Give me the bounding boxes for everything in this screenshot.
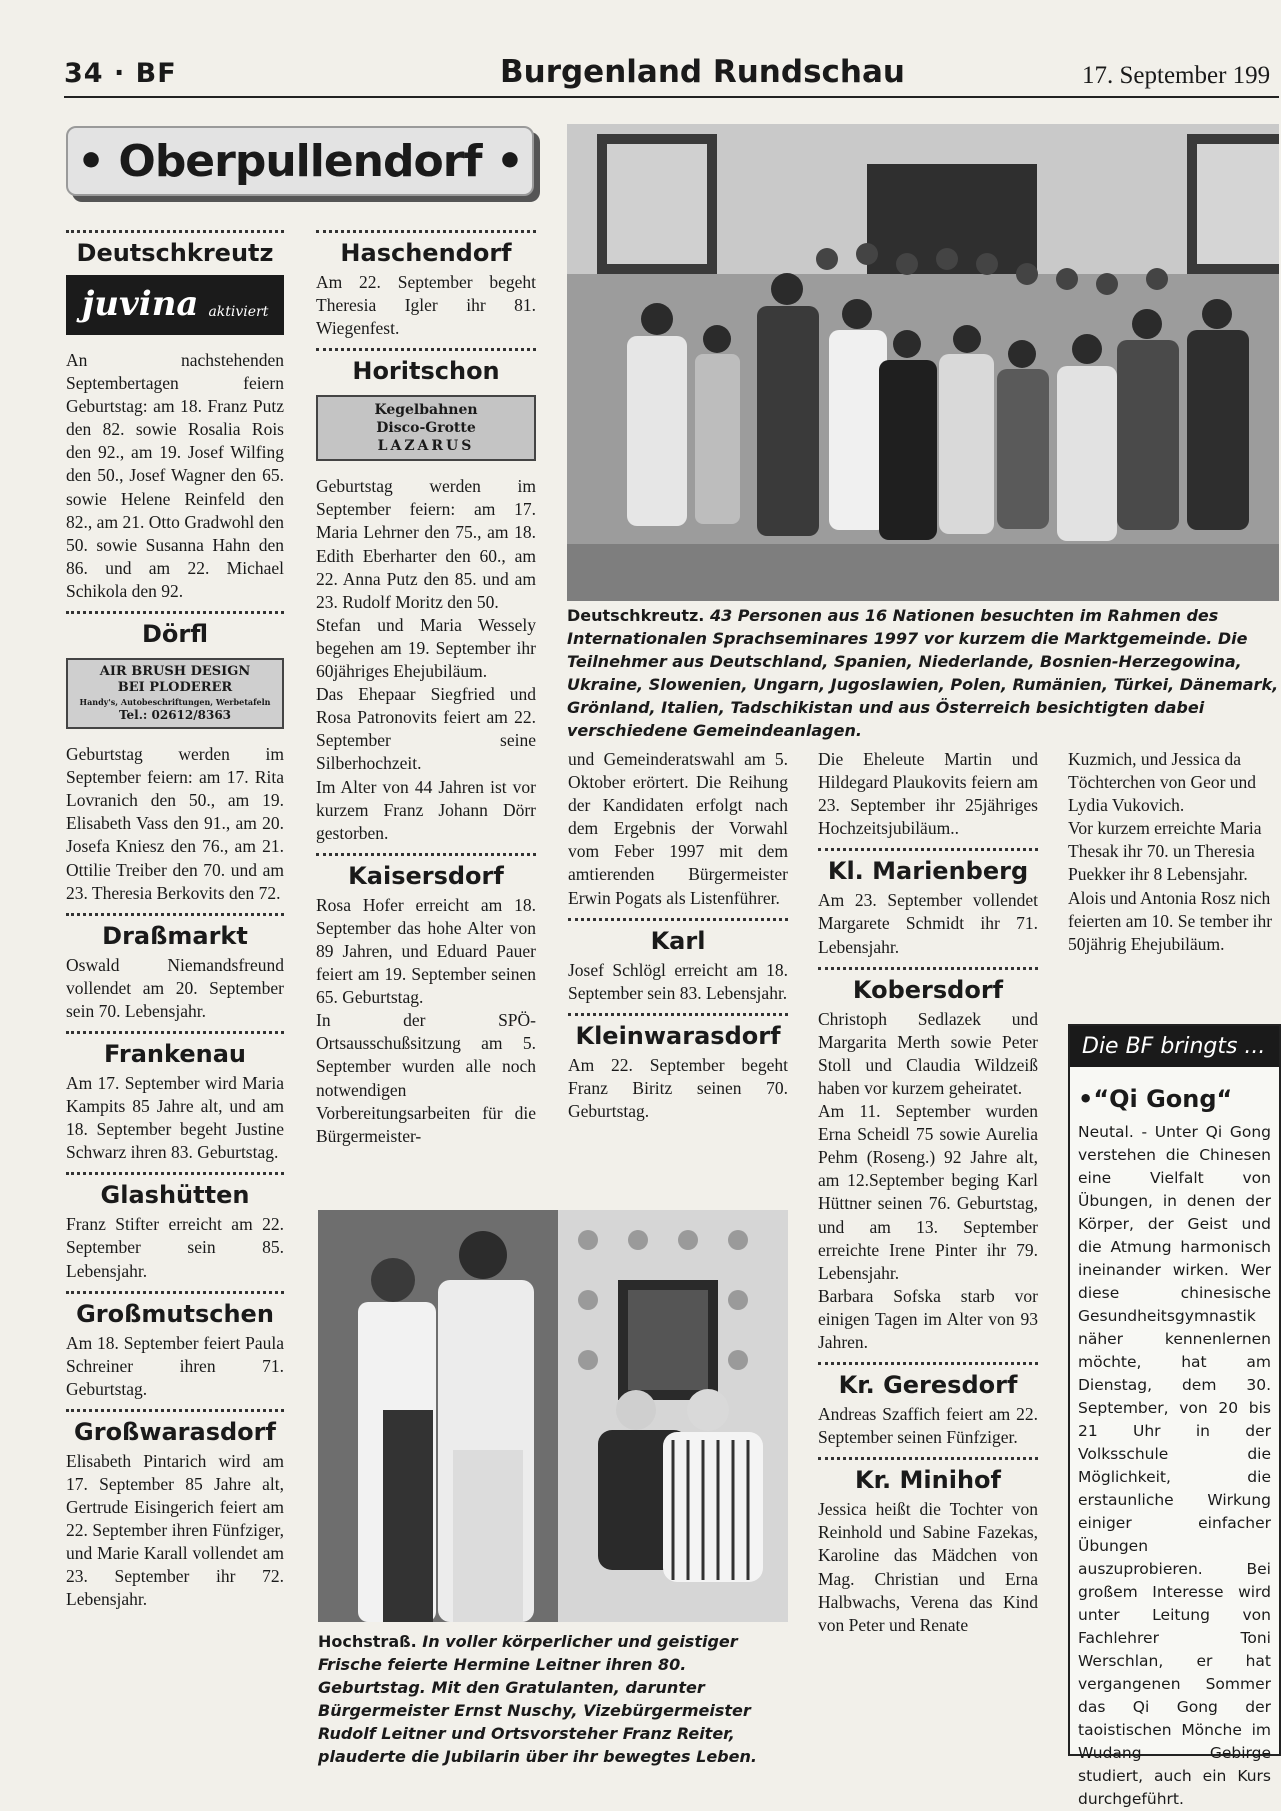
bf-box-header: Die BF bringts ... <box>1070 1026 1279 1067</box>
caption-lead: Hochstraß. <box>318 1632 417 1651</box>
publication-title: Burgenland Rundschau <box>500 54 905 90</box>
article-text: An nachstehenden Septembertagen feiern Geburtstag: am 18. Franz Putz den 82. sowie Rosalia Rois den 92., am 19. Josef Wilfing den 50., Josef Wagner den 65. sowie Helene Reinfeld den 82., am 21. Otto Gradwohl den 50. sowie Susanna Hahn den 86. und am 22. Michael Schikola den 92. <box>66 350 284 601</box>
heading-karl: Karl <box>650 926 706 955</box>
article-text: Die Eheleute Martin und Hildegard Plaukovits feiern am 23. September ihr 25jähriges Hochzeitsjubiläum.. <box>818 749 1038 839</box>
column-5 <box>1068 748 1279 1018</box>
divider <box>66 1031 284 1034</box>
caption-text: 43 Personen aus 16 Nationen besuchten im Rahmen des Internationalen Sprachseminares 1997 vor kurzem die Marktgemeinde. Die Teilnehmer aus Deutschland, Spanien, Niederlande, Bosnien-Herzegowina, Ukraine, Slowenien, Ungarn, Jugoslawien, Polen, Rumänien, Türkei, Dänemark, Grönland, Italien, Tadschikistan und aus Österreich besichtigten dabei verschiedene Gemeindeanlagen. <box>567 606 1279 740</box>
divider <box>316 348 536 351</box>
divider <box>316 853 536 856</box>
article-text: Das Ehepaar Siegfried und Rosa Patronovits feiert am 22. September seine Silberhochzeit. <box>316 684 536 774</box>
ad-kegelbahnen-line: Kegelbahnen <box>374 402 478 419</box>
ad-airbrush-line: BEI PLODERER <box>117 680 233 696</box>
divider <box>66 1409 284 1412</box>
column-3 <box>568 748 788 1123</box>
divider <box>66 1291 284 1294</box>
heading-kl-marienberg: Kl. Marienberg <box>827 857 1029 886</box>
page-number: 34 · BF <box>64 58 177 89</box>
issue-date: 17. September 199 <box>1082 62 1271 89</box>
ad-juvina-title: juvina <box>82 284 199 325</box>
article-text: Kuzmich, und Jessica da Töchterchen von Geor und Lydia Vukovich. <box>1068 749 1257 816</box>
article-text: Am 23. September vollendet Margarete Schmidt ihr 71. Lebensjahr. <box>818 890 1038 957</box>
heading-kr-minihof: Kr. Minihof <box>855 1466 1001 1495</box>
article-text: Am 17. September wird Maria Kampits 85 Jahre alt, und am 18. September begeht Justine Schwarz ihren 83. Geburtstag. <box>66 1072 284 1163</box>
divider <box>66 611 284 614</box>
article-text: Am 18. September feiert Paula Schreiner ihren 71. Geburtstag. <box>66 1332 284 1399</box>
heading-haschendorf: Haschendorf <box>340 239 512 267</box>
column-4 <box>818 748 1038 1637</box>
birthday-photo-caption <box>318 1630 788 1768</box>
ad-airbrush-phone: Tel.: 02612/8363 <box>118 708 232 723</box>
article-text: Am 22. September begeht Franz Biritz seinen 70. Geburtstag. <box>568 1054 788 1122</box>
header-rule <box>64 96 1279 98</box>
article-text: Barbara Sofska starb vor einigen Tagen im Alter von 93 Jahren. <box>818 1285 1038 1352</box>
article-text: Geburtstag werden im September feiern: am 17. Maria Lehrner den 75., am 18. Edith Eberharter den 60., am 22. Anna Putz den 85. und am 23. Rudolf Moritz den 50. <box>316 476 536 612</box>
article-text: Im Alter von 44 Jahren ist vor kurzem Franz Johann Dörr gestorben. <box>316 776 536 843</box>
heading-grossmutschen: Großmutschen <box>76 1299 274 1328</box>
bf-bringts-box <box>1068 1024 1281 1808</box>
heading-deutschkreutz: Deutschkreutz <box>76 239 274 267</box>
article-text: und Gemeinderatswahl am 5. Oktober erörtert. Die Reihung der Kandidaten erfolgt nach dem Ergebnis der Vorwahl vom Feber 1997 mit dem amtierenden Bürgermeister Erwin Pogats als Listenführer. <box>568 749 788 908</box>
article-text: Franz Stifter erreicht am 22. September sein 85. Lebensjahr. <box>66 1214 284 1281</box>
birthday-photo <box>318 1210 788 1622</box>
divider <box>66 230 284 233</box>
ad-kegelbahnen <box>316 395 536 461</box>
heading-kobersdorf: Kobersdorf <box>852 975 1004 1004</box>
heading-horitschon: Horitschon <box>352 357 500 386</box>
article-text: Andreas Szaffich feiert am 22. September seinen Fünfziger. <box>818 1404 1038 1448</box>
column-2 <box>316 222 536 1148</box>
article-text: Alois und Antonia Rosz nich feierten am 10. Se tember ihr 50jährig Ehejubiläum. <box>1068 887 1273 954</box>
heading-glashuetten: Glashütten <box>100 1181 250 1210</box>
divider <box>568 918 788 921</box>
divider <box>568 1013 788 1016</box>
section-banner: • Oberpullendorf • <box>66 126 534 196</box>
article-text: Geburtstag werden im September feiern: am 17. Rita Lovranich den 50., am 19. Elisabeth Vass den 91., am 20. Josefa Kniesz den 76., am 21. Ottilie Treiber den 70. und am 23. Theresia Berkovits den 72. <box>66 744 284 903</box>
caption-text: In voller körperlicher und geistiger Frische feierte Hermine Leitner ihren 80. Geburtstag. Mit den Gratulanten, darunter Bürgermeister Ernst Nuschy, Vizebürgermeister Rudolf Leitner und Ortsvorsteher Franz Reiter, plauderte die Jubilarin über ihr bewegtes Leben. <box>318 1632 757 1766</box>
heading-drassmarkt: Draßmarkt <box>102 921 248 950</box>
article-text: Stefan und Maria Wessely begehen am 19. September ihr 60jähriges Ehejubiläum. <box>316 614 536 682</box>
article-text: Oswald Niemandsfreund vollendet am 20. September sein 70. Lebensjahr. <box>66 954 284 1021</box>
column-1 <box>66 222 284 1612</box>
heading-frankenau: Frankenau <box>104 1039 246 1068</box>
heading-grosswarasdorf: Großwarasdorf <box>74 1417 276 1446</box>
article-text: Jessica heißt die Tochter von Reinhold und Sabine Fazekas, Karoline das Mädchen von Mag. Christian und Erna Halbwachs, Verena das Kind von Peter und Renate <box>818 1499 1038 1635</box>
caption-lead: Deutschkreutz. <box>567 606 705 625</box>
bf-box-body: Neutal. - Unter Qi Gong verstehen die Chinesen eine Vielfalt von Übungen, in denen der Körper, der Geist und die Atmung harmonisch ineinander wirken. Wer diese chinesische Gesundheitsgymnastik näher kennenlernen möchte, hat am Dienstag, dem 30. September, von 20 bis 21 Uhr in der Volksschule die Möglichkeit, die erstaunliche Wirkung einiger einfacher Übungen auszuprobieren. Bei großem Interesse wird unter Leitung von Fachlehrer Toni Werschlan, er hat vergangenen Sommer das Qi Gong der taoistischen Mönche im Wudang Gebirge studiert, auch ein Kurs durchgeführt. <box>1078 1123 1271 1808</box>
divider <box>66 1172 284 1175</box>
heading-kr-geresdorf: Kr. Geresdorf <box>838 1371 1018 1400</box>
ad-juvina-sub: aktiviert <box>208 304 269 321</box>
group-photo-illustration <box>567 124 1279 601</box>
bf-box-title: •“Qi Gong“ <box>1078 1085 1233 1113</box>
ad-kegelbahnen-line: Disco-Grotte <box>376 420 476 437</box>
heading-doerfl: Dörfl <box>141 620 209 649</box>
ad-airbrush-line: AIR BRUSH DESIGN <box>99 664 251 680</box>
birthday-photo-illustration <box>318 1210 788 1622</box>
article-text: Rosa Hofer erreicht am 18. September das hohe Alter von 89 Jahren, und Eduard Pauer feiert am 19. September seinen 65. Geburtstag. <box>316 894 536 1008</box>
article-text: Am 22. September begeht Theresia Igler ihr 81. Wiegenfest. <box>316 272 536 339</box>
divider <box>818 967 1038 970</box>
article-text: Elisabeth Pintarich wird am 17. September 85 Jahre alt, Gertrude Eisingerich feiert am 22. September ihren Fünfziger, und Marie Karall vollendet am 23. September ihr 72. Lebensjahr. <box>66 1450 284 1610</box>
divider <box>66 913 284 916</box>
divider <box>818 848 1038 851</box>
ad-kegelbahnen-line: LAZARUS <box>377 438 475 455</box>
group-photo-caption <box>567 604 1279 742</box>
article-text: Vor kurzem erreichte Maria Thesak ihr 70. un Theresia Puekker ihr 8 Lebensjahr. <box>1068 818 1262 885</box>
heading-kleinwarasdorf: Kleinwarasdorf <box>575 1021 781 1050</box>
divider <box>818 1457 1038 1460</box>
article-text: Christoph Sedlazek und Margarita Merth sowie Peter Stoll und Claudia Wildzeiß haben vor kurzem geheiratet. <box>818 1008 1038 1098</box>
ad-airbrush-line: Handy's, Autobeschriftungen, Werbetafeln <box>79 697 271 708</box>
ad-airbrush <box>66 658 284 729</box>
divider <box>316 230 536 233</box>
article-text: In der SPÖ-Ortsausschußsitzung am 5. September wurden alle noch notwendigen Vorbereitungsarbeiten für die Bürgermeister- <box>316 1010 536 1146</box>
article-text: Josef Schlögl erreicht am 18. September sein 83. Lebensjahr. <box>568 959 788 1003</box>
group-photo <box>567 124 1279 601</box>
article-text: Am 11. September wurden Erna Scheidl 75 sowie Aurelia Pehm (Roseng.) 92 Jahre alt, am 12.September beging Karl Hüttner seinen 76. Geburtstag, und am 13. September erreichte Irene Pinter ihr 79. Lebensjahr. <box>818 1101 1038 1283</box>
ad-juvina <box>66 275 284 335</box>
divider <box>818 1362 1038 1365</box>
heading-kaisersdorf: Kaisersdorf <box>348 861 504 890</box>
